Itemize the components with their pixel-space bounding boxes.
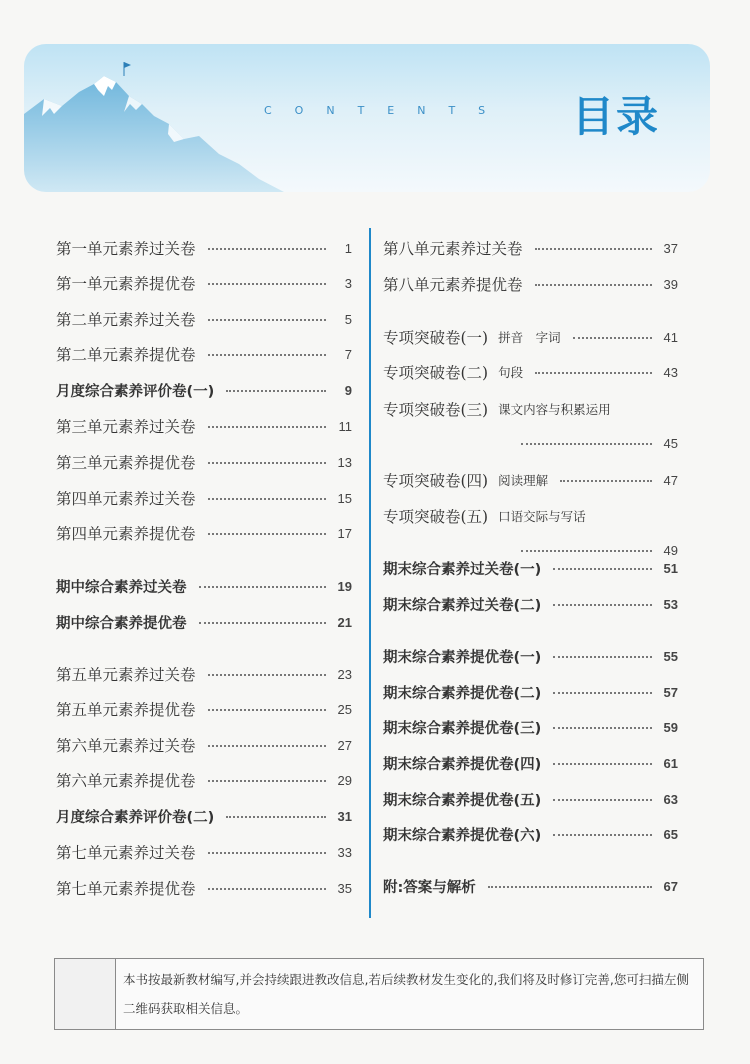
- toc-entry-title: 月度综合素养评价卷(二): [56, 809, 215, 826]
- toc-page-number: 67: [663, 878, 678, 894]
- toc-entry-title: 期末综合素养过关卷(二): [383, 597, 542, 614]
- toc-entry-title: 第二单元素养过关卷: [56, 311, 196, 329]
- dot-leader: [553, 602, 652, 606]
- toc-page-number: 19: [337, 578, 352, 594]
- dot-leader: [208, 352, 326, 356]
- dot-leader: [208, 317, 326, 321]
- toc-entry[interactable]: [56, 307, 352, 331]
- toc-entry[interactable]: [56, 486, 352, 510]
- dot-leader: [553, 690, 652, 694]
- dot-leader: [560, 478, 652, 482]
- toc-entry-title: 第二单元素养提优卷: [56, 346, 196, 364]
- toc-entry[interactable]: [56, 378, 352, 402]
- toc-entry-title: 期中综合素养提优卷: [56, 615, 187, 632]
- toc-page-number: 3: [344, 275, 352, 291]
- dot-leader: [535, 246, 652, 250]
- toc-entry-title: 期末综合素养提优卷(四): [383, 756, 542, 773]
- toc-entry-title: 专项突破卷(五): [383, 508, 489, 526]
- toc-page-number: 25: [337, 701, 352, 717]
- toc-entry-title: 期末综合素养提优卷(二): [383, 685, 542, 702]
- toc-entry[interactable]: [56, 574, 352, 598]
- toc-entry[interactable]: [383, 874, 678, 898]
- toc-page-number: 31: [337, 808, 352, 824]
- toc-entry[interactable]: [56, 610, 352, 634]
- toc-page-number: 59: [663, 719, 678, 735]
- dot-leader: [208, 850, 326, 854]
- dot-leader: [553, 654, 652, 658]
- toc-entry-title: 第六单元素养提优卷: [56, 772, 196, 790]
- toc-entry-title: 专项突破卷(三): [383, 401, 489, 419]
- toc-entry[interactable]: [383, 504, 678, 528]
- toc-page-number: 55: [663, 648, 678, 664]
- toc-entry[interactable]: [383, 644, 678, 668]
- toc-entry[interactable]: [383, 397, 678, 421]
- toc-entry[interactable]: [383, 468, 678, 492]
- toc-entry-subtitle: 课文内容与积累运用: [498, 402, 611, 417]
- toc-page-number: 51: [663, 560, 678, 576]
- toc-entry-title: 专项突破卷(一): [383, 329, 489, 347]
- toc-page-number: 35: [337, 880, 352, 896]
- page-title: 目录: [571, 92, 660, 141]
- toc-entry-subtitle: 句段: [498, 365, 524, 380]
- toc-page-number: 21: [337, 614, 352, 630]
- dot-leader: [208, 886, 326, 890]
- toc-page-number: 17: [337, 525, 352, 541]
- toc-page-number: 65: [663, 826, 678, 842]
- toc-entry[interactable]: [383, 680, 678, 704]
- dot-leader: [199, 584, 327, 588]
- toc-entry[interactable]: [56, 662, 352, 686]
- toc-page-number: 15: [337, 490, 352, 506]
- toc-entry[interactable]: [383, 360, 678, 384]
- contents-label: CONTENTS: [264, 104, 509, 117]
- dot-leader: [553, 725, 652, 729]
- toc-page-number: 11: [338, 418, 352, 434]
- toc-entry-subtitle: 口语交际与写话: [498, 509, 586, 524]
- toc-page-number: 29: [337, 772, 352, 788]
- dot-leader: [208, 531, 326, 535]
- dot-leader: [553, 832, 652, 836]
- toc-page-number: 61: [663, 755, 678, 771]
- dot-leader: [208, 496, 326, 500]
- toc-entry-continuation[interactable]: [521, 431, 678, 455]
- toc-page-number: 63: [663, 791, 678, 807]
- toc-entry-title: 第一单元素养过关卷: [56, 240, 196, 258]
- toc-page-number: 45: [663, 435, 678, 451]
- notice-box: [54, 958, 704, 1030]
- toc-entry-title: 附:答案与解析: [383, 879, 476, 896]
- toc-page-number: 49: [663, 542, 678, 558]
- toc-entry[interactable]: [56, 840, 352, 864]
- notice-text: 本书按最新教材编写,并会持续跟进教改信息,若后续教材发生变化的,我们将及时修订完善,您可扫描左侧二维码获取相关信息。: [123, 972, 689, 1016]
- toc-entry-title: 期末综合素养提优卷(三): [383, 720, 542, 737]
- dot-leader: [208, 707, 326, 711]
- toc-entry-title: 第四单元素养提优卷: [56, 525, 196, 543]
- dot-leader: [208, 281, 326, 285]
- toc-entry-title: 第七单元素养过关卷: [56, 844, 196, 862]
- dot-leader: [553, 797, 652, 801]
- toc-entry[interactable]: [56, 697, 352, 721]
- qr-code-placeholder: [55, 959, 116, 1029]
- column-divider: [369, 228, 371, 918]
- dot-leader: [553, 566, 652, 570]
- toc-entry[interactable]: [383, 787, 678, 811]
- toc-entry[interactable]: [383, 325, 678, 349]
- toc-entry-title: 第八单元素养提优卷: [383, 276, 523, 294]
- toc-entry-title: 期末综合素养提优卷(六): [383, 827, 542, 844]
- toc-entry[interactable]: [56, 521, 352, 545]
- toc-page-number: 57: [663, 684, 678, 700]
- toc-entry[interactable]: [56, 271, 352, 295]
- toc-entry[interactable]: [56, 414, 352, 438]
- mountain-illustration: [24, 44, 284, 192]
- toc-entry[interactable]: [383, 592, 678, 616]
- dot-leader: [226, 388, 326, 392]
- toc-entry[interactable]: [56, 733, 352, 757]
- dot-leader: [226, 814, 326, 818]
- toc-entry-title: 专项突破卷(四): [383, 472, 489, 490]
- toc-page-number: 41: [663, 329, 678, 345]
- toc-entry-title: 期中综合素养过关卷: [56, 579, 187, 596]
- toc-entry[interactable]: [383, 556, 678, 580]
- toc-entry[interactable]: [383, 236, 678, 260]
- toc-entry-title: 期末综合素养提优卷(五): [383, 792, 542, 809]
- toc-entry[interactable]: [56, 768, 352, 792]
- toc-entry-title: 期末综合素养提优卷(一): [383, 649, 542, 666]
- toc-page-number: 33: [337, 844, 352, 860]
- dot-leader: [208, 246, 326, 250]
- toc-entry-title: 月度综合素养评价卷(一): [56, 383, 215, 400]
- dot-leader: [535, 370, 652, 374]
- dot-leader: [208, 672, 326, 676]
- toc-page-number: 37: [663, 240, 678, 256]
- toc-page-number: 39: [663, 276, 678, 292]
- dot-leader: [208, 424, 326, 428]
- toc-page-number: 13: [337, 454, 352, 470]
- dot-leader: [208, 743, 326, 747]
- toc-page-number: 1: [344, 240, 352, 256]
- toc-entry-title: 第八单元素养过关卷: [383, 240, 523, 258]
- toc-entry-subtitle: 阅读理解: [498, 473, 549, 488]
- toc-entry[interactable]: [56, 450, 352, 474]
- toc-page-number: 53: [663, 596, 678, 612]
- toc-entry[interactable]: [383, 822, 678, 846]
- toc-entry[interactable]: [56, 236, 352, 260]
- toc-entry-title: 第五单元素养提优卷: [56, 701, 196, 719]
- toc-entry-title: 第六单元素养过关卷: [56, 737, 196, 755]
- toc-entry[interactable]: [56, 876, 352, 900]
- toc-entry[interactable]: [56, 342, 352, 366]
- toc-entry-title: 第一单元素养提优卷: [56, 275, 196, 293]
- toc-entry[interactable]: [56, 804, 352, 828]
- toc-entry-title: 第五单元素养过关卷: [56, 666, 196, 684]
- dot-leader: [208, 778, 326, 782]
- toc-entry[interactable]: [383, 715, 678, 739]
- toc-entry[interactable]: [383, 751, 678, 775]
- toc-entry-title: 第三单元素养提优卷: [56, 454, 196, 472]
- toc-entry-title: 第四单元素养过关卷: [56, 490, 196, 508]
- toc-entry[interactable]: [383, 272, 678, 296]
- dot-leader: [488, 884, 652, 888]
- toc-entry-title: 第七单元素养提优卷: [56, 880, 196, 898]
- toc-page-number: 9: [344, 382, 352, 398]
- toc-page-number: 27: [337, 737, 352, 753]
- toc-page-number: 43: [663, 364, 678, 380]
- toc-page-number: 23: [337, 666, 352, 682]
- toc-entry-title: 期末综合素养过关卷(一): [383, 561, 542, 578]
- dot-leader: [573, 335, 652, 339]
- dot-leader: [535, 282, 652, 286]
- dot-leader: [199, 620, 327, 624]
- toc-entry-subtitle: 拼音 字词: [498, 330, 561, 345]
- header-banner: [24, 44, 710, 192]
- dot-leader: [521, 441, 652, 445]
- toc-entry-title: 专项突破卷(二): [383, 364, 489, 382]
- toc-page-number: 7: [344, 346, 352, 362]
- dot-leader: [208, 460, 326, 464]
- toc-page-number: 47: [663, 472, 678, 488]
- dot-leader: [521, 548, 652, 552]
- toc-entry-title: 第三单元素养过关卷: [56, 418, 196, 436]
- dot-leader: [553, 761, 652, 765]
- toc-page-number: 5: [344, 311, 352, 327]
